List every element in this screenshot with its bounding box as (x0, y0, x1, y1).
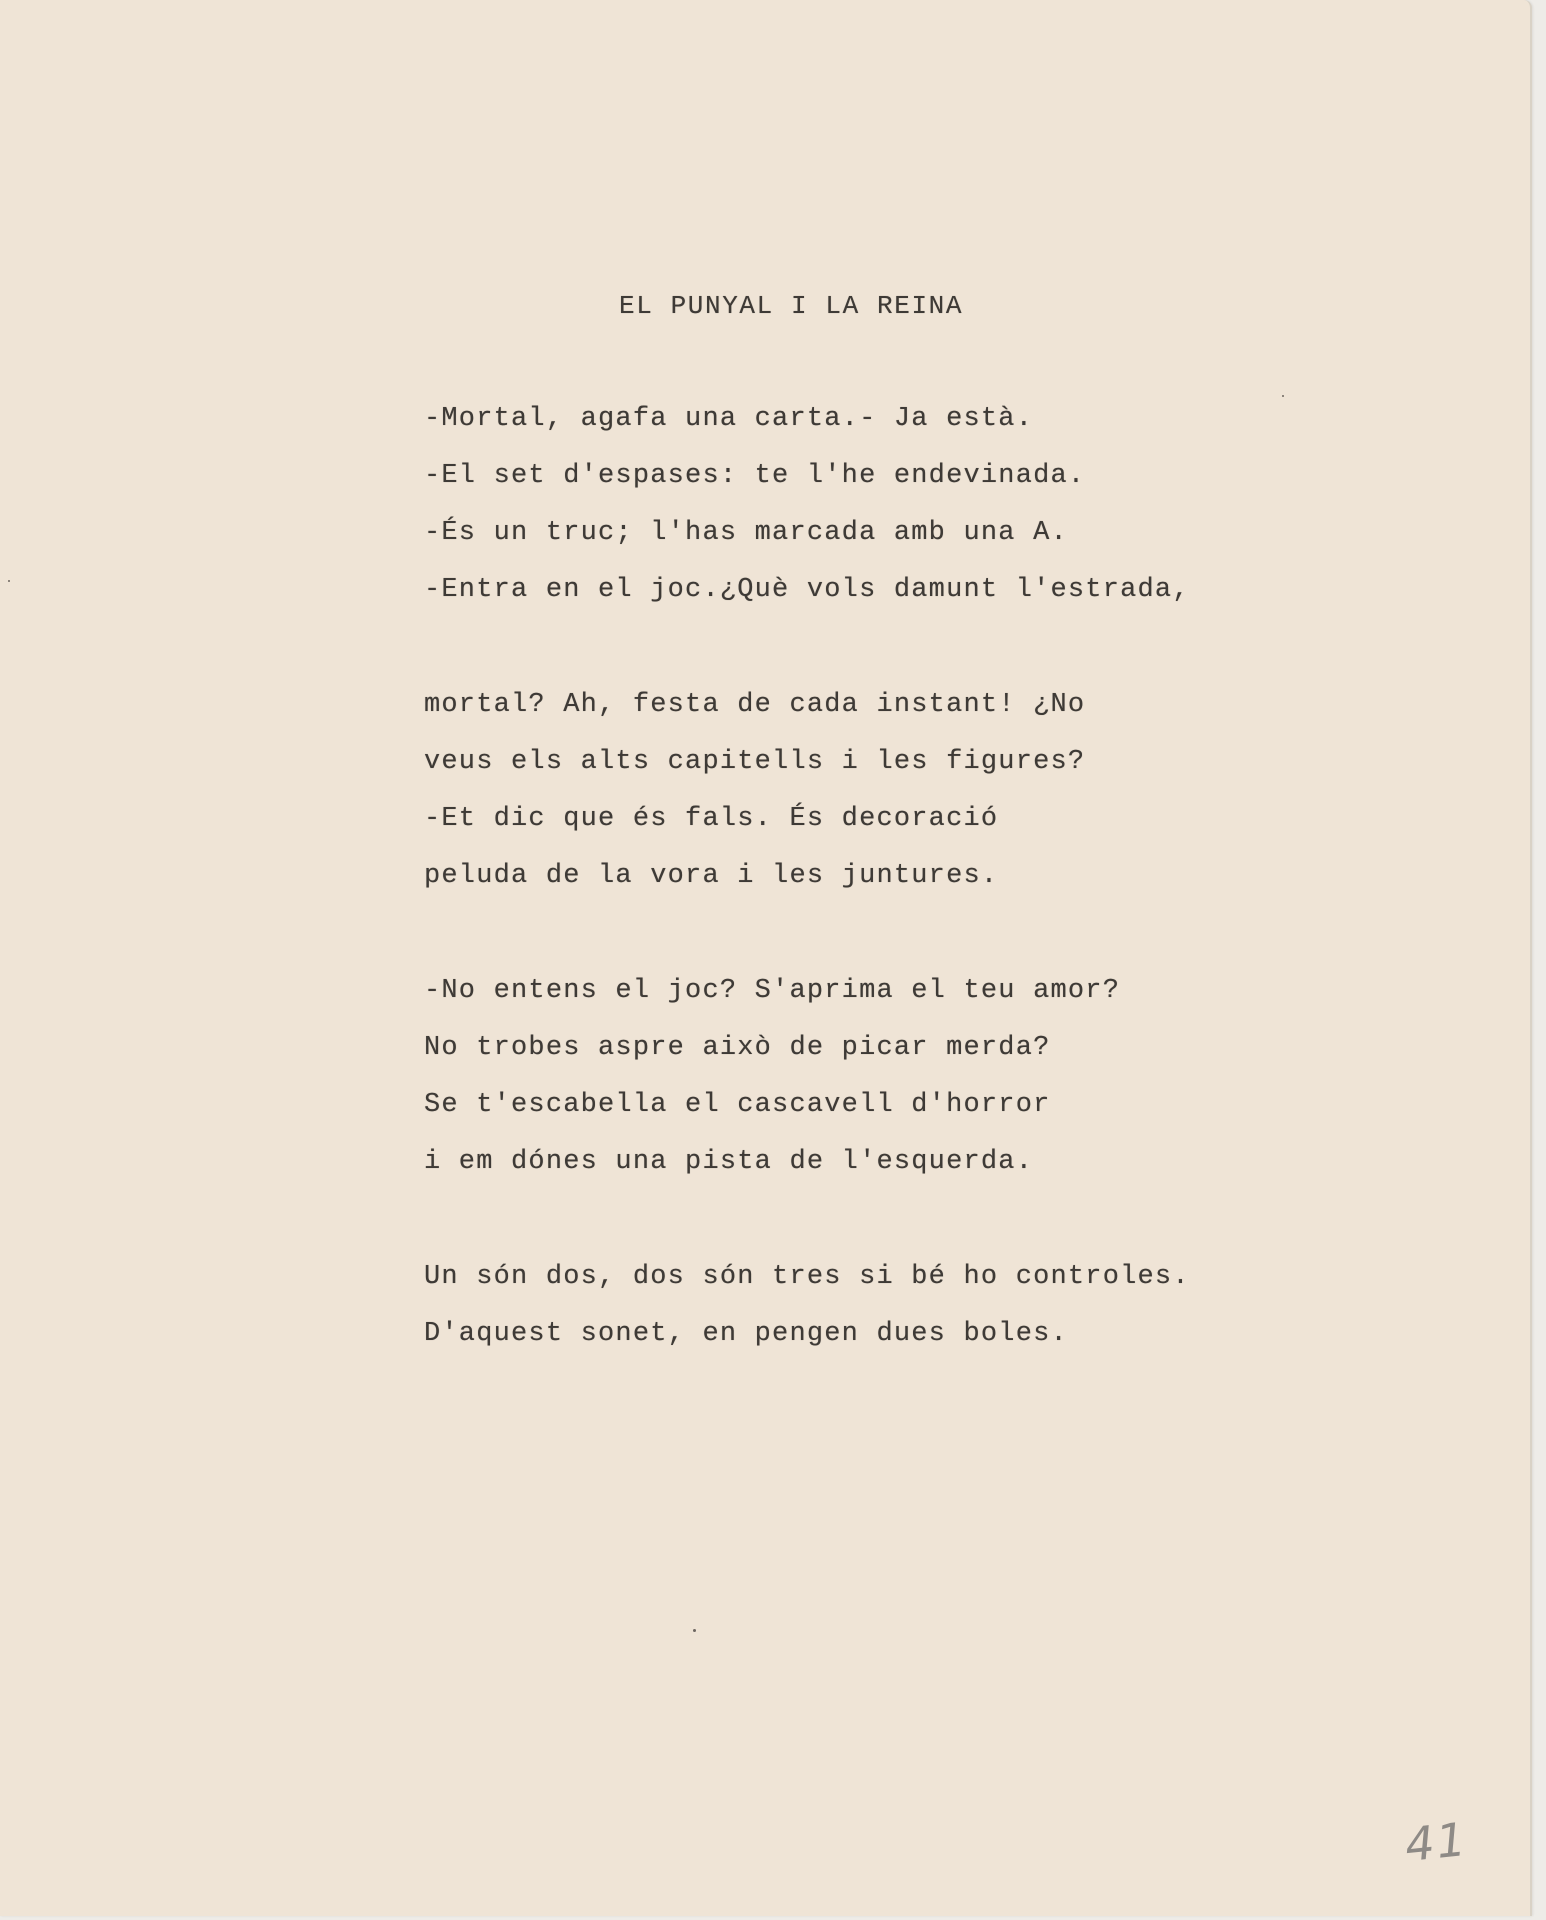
poem-line: Se t'escabella el cascavell d'horror (424, 1090, 1051, 1120)
poem-line: No trobes aspre això de picar merda? (424, 1033, 1051, 1063)
poem-line: i em dónes una pista de l'esquerda. (424, 1147, 1034, 1177)
handwritten-page-number: 41 (1402, 1811, 1471, 1873)
poem-line: -El set d'espases: te l'he endevinada. (424, 461, 1086, 491)
poem-line: Un són dos, dos són tres si bé ho controles. (424, 1262, 1190, 1292)
poem-line: D'aquest sonet, en pengen dues boles. (424, 1319, 1068, 1349)
poem-line: veus els alts capitells i les figures? (424, 747, 1086, 777)
paper-speck (693, 1629, 696, 1632)
poem-line: -Et dic que és fals. És decoració (424, 804, 999, 834)
paper-speck (8, 580, 10, 582)
poem-line: -Entra en el joc.¿Què vols damunt l'estrada, (424, 575, 1190, 605)
poem-line: mortal? Ah, festa de cada instant! ¿No (424, 690, 1086, 720)
poem-title: EL PUNYAL I LA REINA (619, 291, 964, 321)
paper-speck (1282, 395, 1284, 397)
poem-line: -No entens el joc? S'aprima el teu amor? (424, 976, 1121, 1006)
poem-line: -És un truc; l'has marcada amb una A. (424, 518, 1068, 548)
poem-line: -Mortal, agafa una carta.- Ja està. (424, 404, 1034, 434)
poem-line: peluda de la vora i les juntures. (424, 861, 999, 891)
